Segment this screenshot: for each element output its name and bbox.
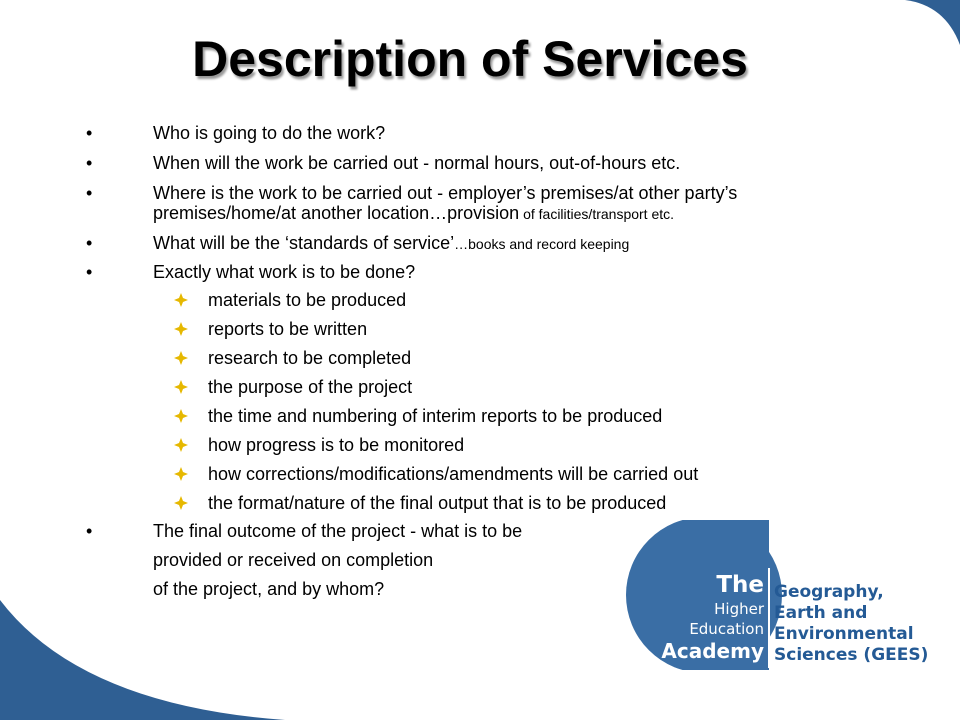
bullet-item-4-small-text: …books and record keeping (454, 236, 630, 252)
gees-logo (624, 520, 940, 670)
bullet-dot: • (86, 153, 93, 173)
sub-item-2: reports to be written (208, 319, 368, 339)
diamond-bullet-icon (173, 408, 189, 424)
logo-higher: Higher (714, 600, 764, 618)
sub-item-1: materials to be produced (208, 290, 407, 310)
logo-academy: Academy (661, 639, 764, 663)
diamond-bullet-icon (173, 437, 189, 453)
bullet-item-2: When will the work be carried out - normal hours, out-of-hours etc. (153, 153, 681, 173)
bullet-item-4 (153, 233, 629, 255)
bullet-item-4-text: What will be the ‘standards of service’ (153, 233, 455, 253)
sub-item-4: the purpose of the project (208, 377, 413, 397)
bullet-dot: • (86, 123, 93, 143)
slide-title: Description of Services (192, 31, 748, 87)
bullet-item-5: Exactly what work is to be done? (153, 262, 416, 282)
bullet-item-3-small-text: of facilities/transport etc. (519, 206, 675, 222)
bullet-item-3-cont-text: premises/home/at another location…provision (153, 203, 520, 223)
logo-education: Education (689, 620, 764, 638)
bullet-dot: • (86, 233, 93, 253)
diamond-bullet-icon (173, 350, 189, 366)
bullet-item-3: Where is the work to be carried out - employer’s premises/at other party’s (153, 183, 738, 203)
final-outcome-line-1: The final outcome of the project - what is to be (153, 521, 523, 541)
bullet-dot: • (86, 183, 93, 203)
logo-sciences: Sciences (GEES) (774, 645, 929, 665)
diamond-bullet-icon (173, 321, 189, 337)
bullet-dot: • (86, 521, 93, 541)
bullet-item-3-continued (153, 203, 674, 225)
sub-item-7: how corrections/modifications/amendments will be carried out (208, 464, 699, 484)
sub-item-3: research to be completed (208, 348, 412, 368)
logo-environmental: Environmental (774, 624, 914, 644)
logo-the: The (716, 572, 764, 598)
diamond-bullet-icon (173, 466, 189, 482)
diamond-bullet-icon (173, 292, 189, 308)
diamond-bullet-icon (173, 379, 189, 395)
logo-earth: Earth and (774, 603, 868, 623)
diamond-bullet-icon (173, 495, 189, 511)
bullet-item-1: Who is going to do the work? (153, 123, 386, 143)
bullet-dot: • (86, 262, 93, 282)
final-outcome-line-3: of the project, and by whom? (153, 579, 385, 599)
final-outcome-line-2: provided or received on completion (153, 550, 434, 570)
sub-item-5: the time and numbering of interim reports to be produced (208, 406, 663, 426)
sub-item-8: the format/nature of the final output that is to be produced (208, 493, 667, 513)
logo-geography: Geography, (774, 582, 884, 602)
sub-item-6: how progress is to be monitored (208, 435, 465, 455)
